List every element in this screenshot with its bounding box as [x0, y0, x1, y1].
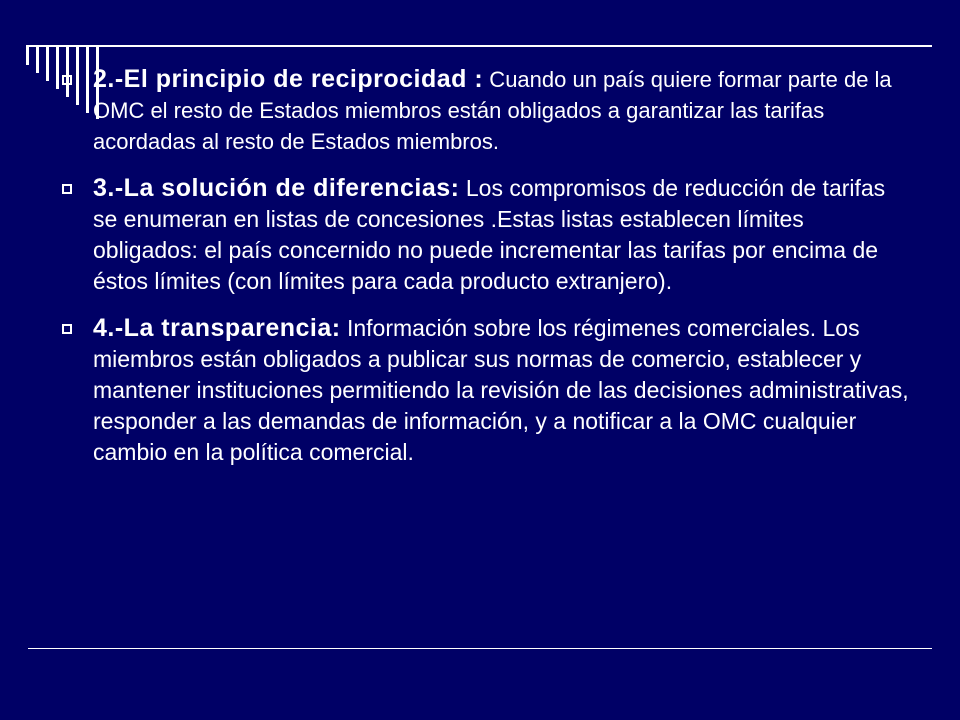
- bullet-heading: 2.-El principio de reciprocidad :: [93, 65, 484, 93]
- square-bullet-icon: [62, 75, 72, 85]
- bullet-heading: 4.-La transparencia:: [93, 314, 341, 342]
- bullet-text: Cuando un país quiere formar parte de la OMC el resto de Estados miembros están obligados a garantizar las tarifas acordadas al resto de Estados miembros.: [93, 67, 892, 154]
- bullet-text: Información sobre los régimenes comerciales. Los miembros están obligados a publicar sus normas de comercio, establecer y mantener instituciones permitiendo la revisión de las decisiones administrativas, responder a las demandas de información, y a notificar a la OMC cualquier cambio en la política comercial.: [93, 315, 909, 465]
- bullet-item-reciprocidad: [60, 64, 910, 157]
- square-bullet-icon: [62, 324, 72, 334]
- square-bullet-icon: [62, 184, 72, 194]
- bottom-divider-line: [28, 648, 932, 649]
- bullet-heading: 3.-La solución de diferencias:: [93, 174, 460, 202]
- slide-content: [60, 64, 910, 484]
- decorative-bar: [56, 45, 59, 89]
- decorative-bar: [26, 45, 29, 65]
- bullet-text: Los compromisos de reducción de tarifas se enumeran en listas de concesiones .Estas listas establecen límites obligados: el país concernido no puede incrementar las tarifas por encima de éstos límites (con límites para cada producto extranjero).: [93, 175, 886, 294]
- top-divider-line: [28, 45, 932, 47]
- bullet-item-solucion-diferencias: [60, 173, 910, 297]
- decorative-bar: [36, 45, 39, 73]
- decorative-bar: [46, 45, 49, 81]
- bullet-item-transparencia: [60, 313, 910, 468]
